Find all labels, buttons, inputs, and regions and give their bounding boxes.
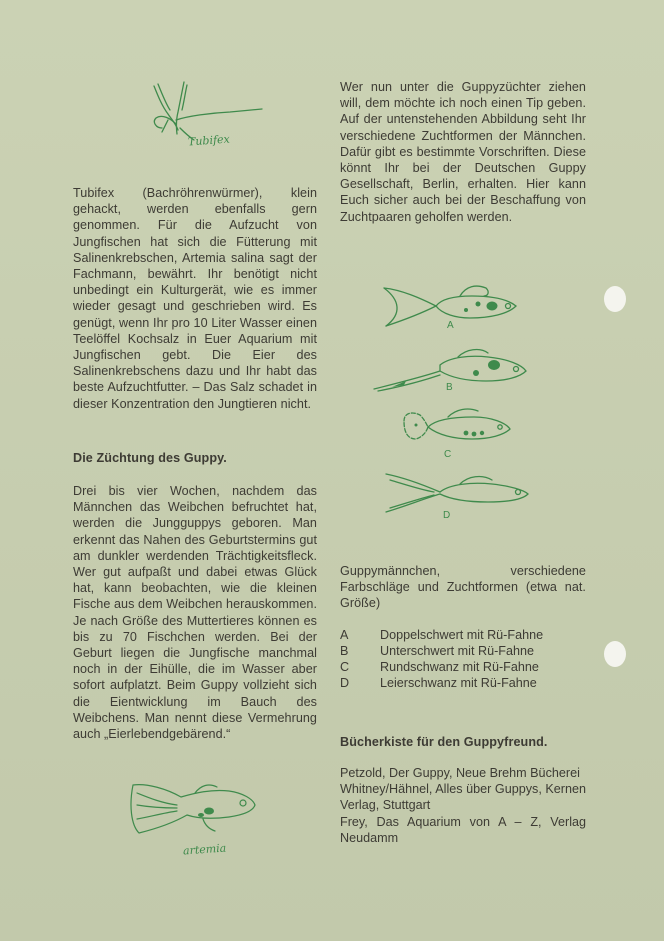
legend-key: C	[340, 660, 350, 674]
guppy-figure-d	[382, 468, 532, 518]
legend-row-b	[340, 643, 586, 659]
legend-row-c	[340, 659, 586, 675]
legend-key: B	[340, 644, 349, 658]
legend-key: A	[340, 628, 349, 642]
artemia-caption: artemia	[182, 841, 227, 858]
figure-letter-a: A	[447, 320, 454, 331]
tubifex-caption: Tubifex	[187, 132, 231, 149]
breeding-heading: Die Züchtung des Guppy.	[73, 451, 227, 465]
legend-text: Unterschwert mit Rü-Fahne	[380, 644, 534, 658]
books-heading: Bücherkiste für den Guppyfreund.	[340, 735, 548, 749]
punch-hole-bottom	[604, 641, 626, 667]
figure-letter-c: C	[444, 449, 452, 460]
punch-hole-top	[604, 286, 626, 312]
figure-letter-d: D	[443, 510, 451, 521]
legend-row-d	[340, 675, 586, 691]
legend-key: D	[340, 676, 350, 690]
figure-caption: Guppymännchen, verschiedene Farbschläge und Zuchtformen (etwa nat. Größe)	[340, 564, 586, 611]
legend-text: Rundschwanz mit Rü-Fahne	[380, 660, 539, 674]
breeding-paragraph: Drei bis vier Wochen, nachdem das Männchen das Weibchen befruchtet hat, werden die Jungguppys geboren. Man erkennt das Nahen des Geburtstermins gut am dunkler werdenden Trächtigkeitsfleck. Wer gut aufpaßt und dabei etwas Glück hat, kann beobachten, wie die kleinen Fische aus dem Weibchen herauskommen. Je nach Größe des Muttertieres können es bis zu 70 Fischchen werden. Bei der Geburt liegen die Jungfische manchmal noch in der Eihülle, die im Wasser aber sofort aufplatzt. Beim Guppy vollzieht sich die Eientwicklung im Bauch des Weibchens. Man nennt diese Vermehrung auch „Eierlebendgebärend.“	[73, 484, 317, 742]
guppy-figure-a	[380, 280, 530, 332]
legend-text: Doppelschwert mit Rü-Fahne	[380, 628, 544, 642]
book-item: Whitney/Hähnel, Alles über Guppys, Kernen Verlag, Stuttgart	[340, 782, 586, 813]
book-list	[340, 765, 586, 846]
tubifex-paragraph: Tubifex (Bachröhrenwürmer), klein gehackt, werden ebenfalls gern genommen. Für die Aufzucht von Jungfischen hat sich die Fütterung mit Salinenkrebschen, Artemia salina sagt der Fachmann, bewährt. Ihr benötigt nicht unbedingt ein Kulturgerät, wie es immer wieder gesagt und geschrieben wird. Es genügt, wenn Ihr pro 10 Liter Wasser einen Teelöffel Kochsalz in Euer Aquarium mit Jungfischen gebt. Die Eier des Salinenkrebschens dazu und Ihr habt das beste Aufzuchtfutter. – Das Salz schadet in dieser Konzentration den Jungtieren nicht.	[73, 186, 317, 411]
legend-row-a	[340, 627, 586, 643]
figure-letter-b: B	[446, 382, 453, 393]
guppy-figure-c	[398, 405, 518, 449]
breeders-paragraph: Wer nun unter die Guppyzüchter ziehen will, dem möchte ich noch einen Tip geben. Auf der untenstehenden Abbildung seht Ihr verschiedene Zuchtformen der Männchen. Dafür gibt es bestimmte Vorschriften. Diese könnt Ihr bei der Deutschen Guppy Gesellschaft, Berlin, erhalten. Hier kann Euch sicher auch bei der Beschaffung von Zuchtpaaren geholfen werden.	[340, 80, 586, 224]
book-item: Petzold, Der Guppy, Neue Brehm Bücherei	[340, 766, 580, 780]
legend-text: Leierschwanz mit Rü-Fahne	[380, 676, 537, 690]
book-item: Frey, Das Aquarium von A – Z, Verlag Neudamm	[340, 814, 586, 845]
